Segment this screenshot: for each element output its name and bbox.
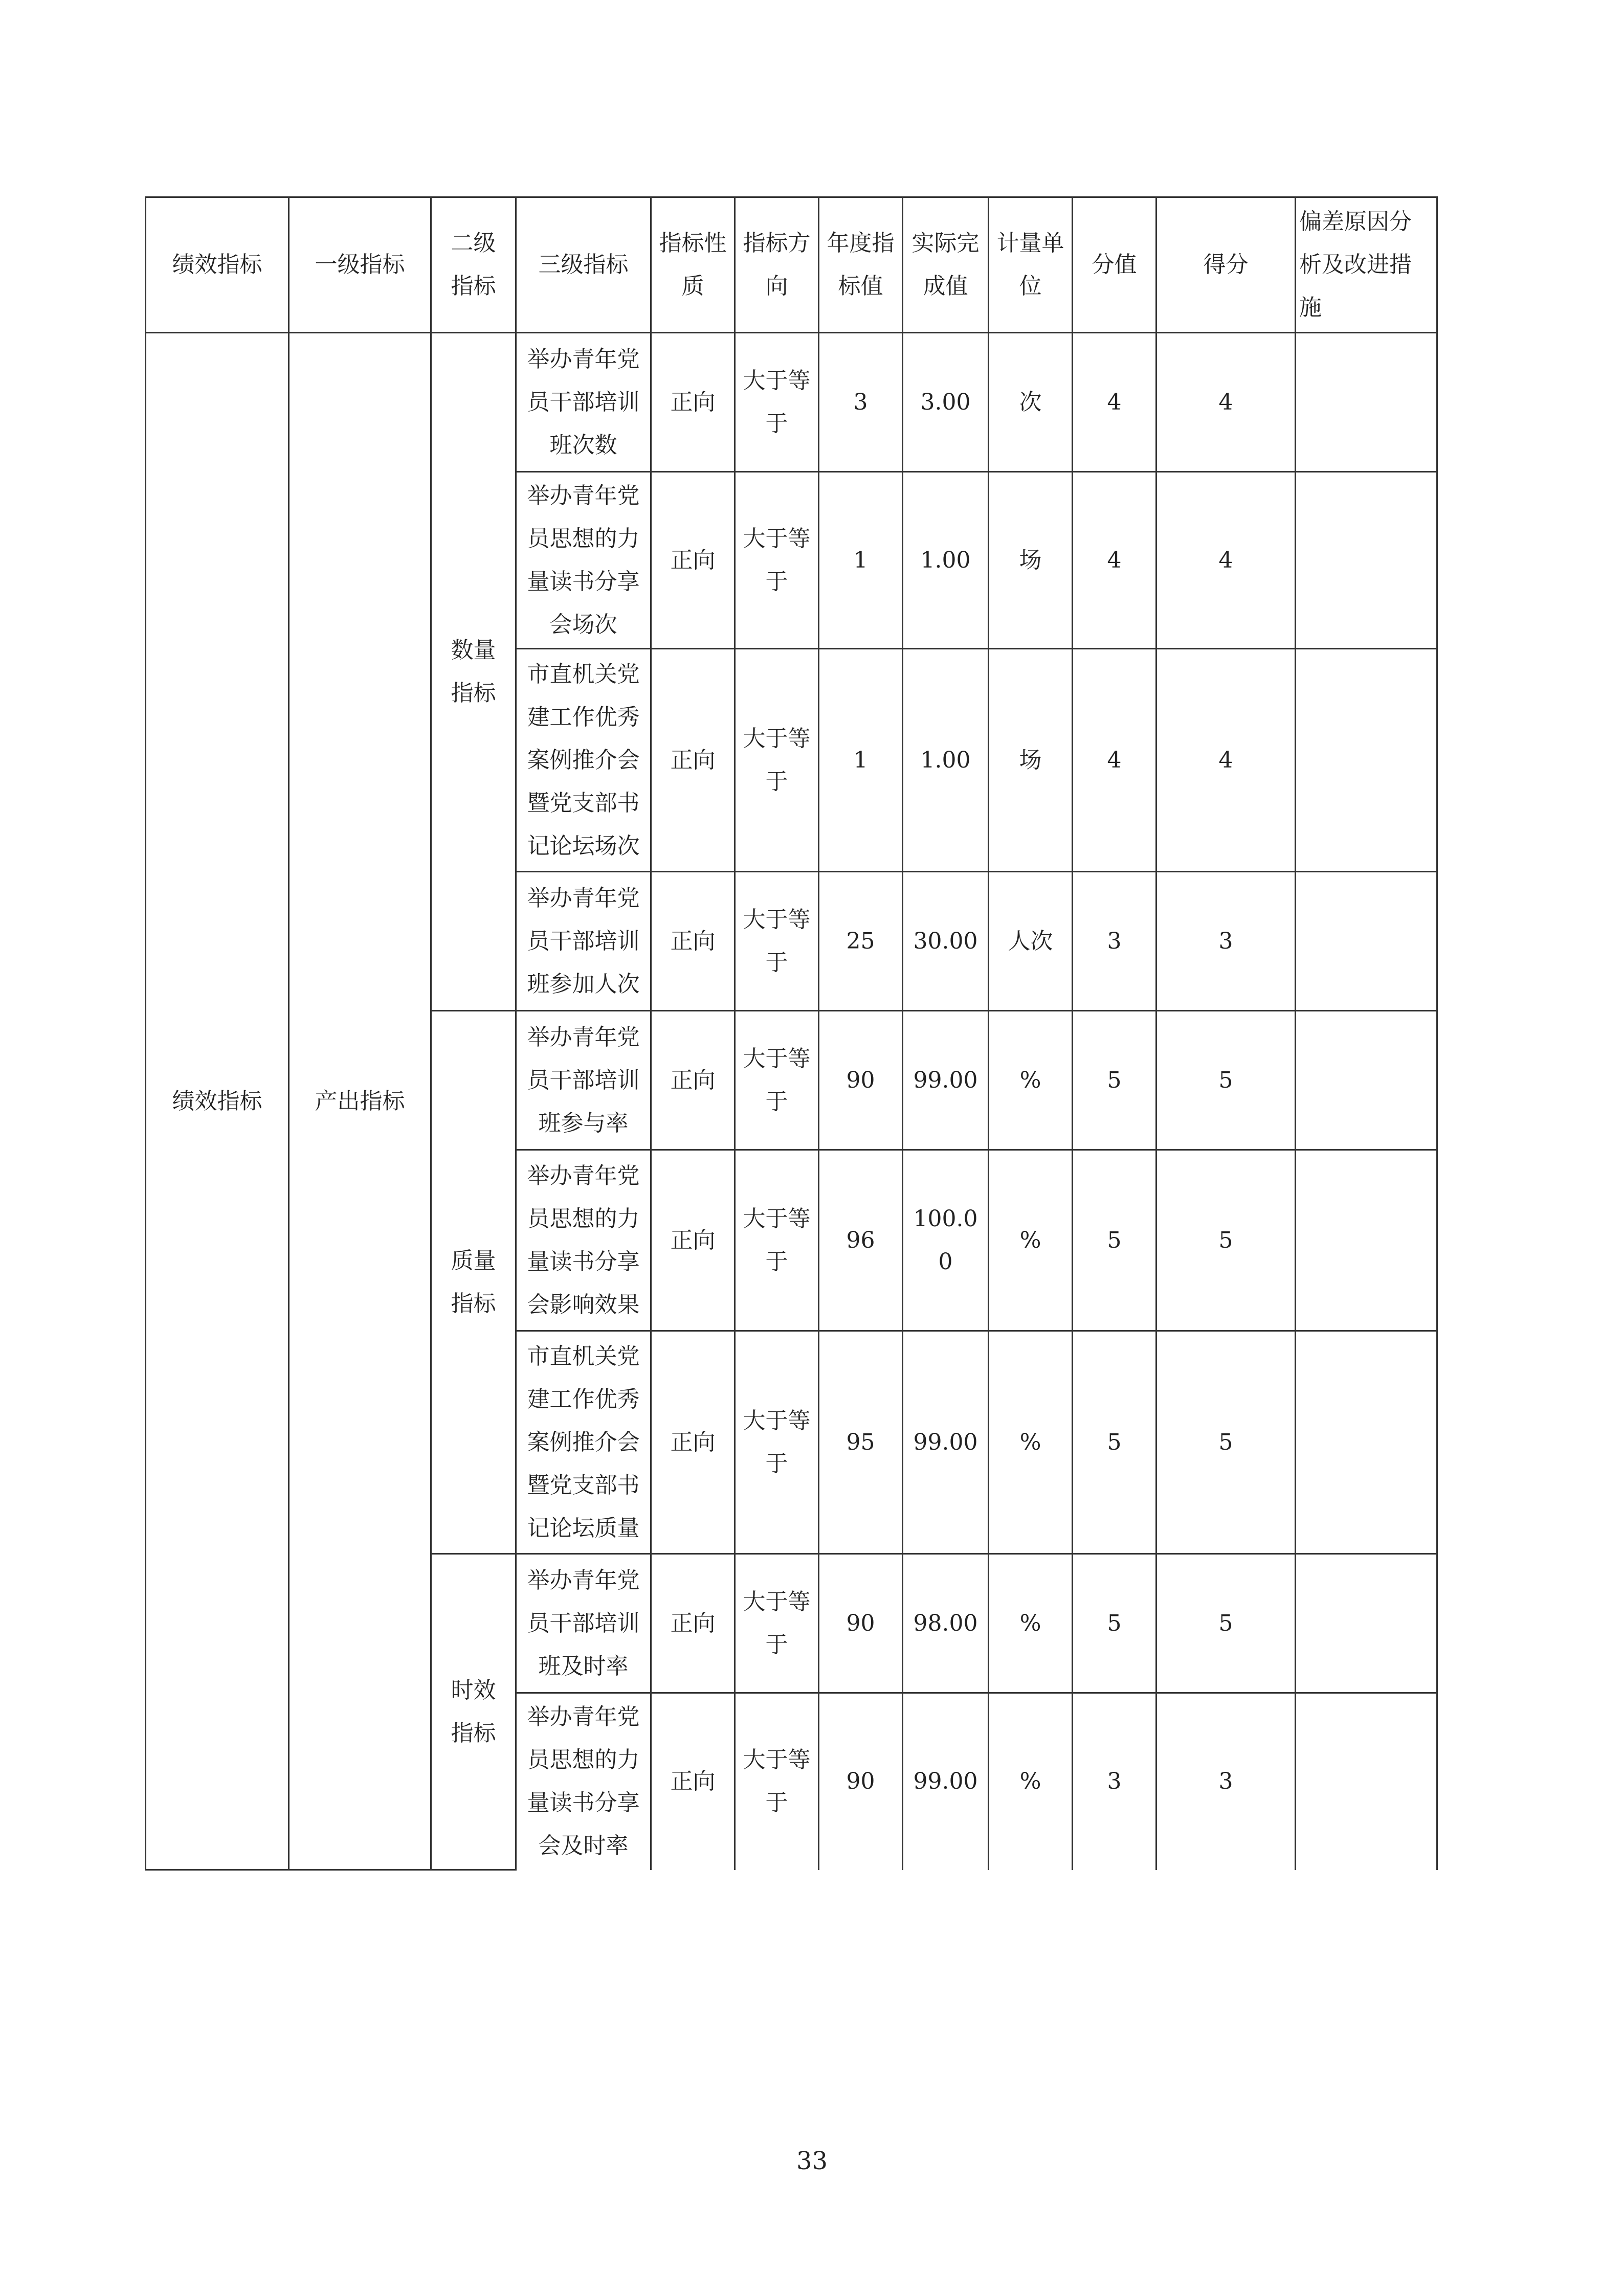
- cell-nature: 正向: [651, 872, 735, 1011]
- cell-score: 5: [1156, 1331, 1296, 1554]
- cell-level3: 举办青年党员思想的力量读书分享会场次: [516, 472, 651, 649]
- cell-score: 4: [1156, 649, 1296, 872]
- cell-score-value: 3: [1073, 1693, 1156, 1870]
- cell-target: 90: [819, 1693, 903, 1870]
- cell-nature: 正向: [651, 472, 735, 649]
- header-level1: 一级指标: [289, 197, 431, 333]
- header-level3: 三级指标: [516, 197, 651, 333]
- cell-direction: 大于等于: [735, 1331, 819, 1554]
- cell-target: 90: [819, 1554, 903, 1693]
- cell-quantity-group: 数量指标: [431, 333, 516, 1011]
- cell-direction: 大于等于: [735, 472, 819, 649]
- cell-level3: 举办青年党员思想的力量读书分享会及时率: [516, 1693, 651, 1870]
- cell-score-value: 4: [1073, 333, 1156, 472]
- table-row: [146, 333, 1437, 472]
- cell-nature: 正向: [651, 649, 735, 872]
- cell-actual: 99.00: [903, 1331, 989, 1554]
- cell-target: 90: [819, 1011, 903, 1150]
- cell-actual: 1.00: [903, 649, 989, 872]
- cell-actual: 99.00: [903, 1011, 989, 1150]
- cell-remark: [1296, 333, 1437, 472]
- cell-unit: %: [989, 1331, 1073, 1554]
- cell-score-value: 3: [1073, 872, 1156, 1011]
- cell-direction: 大于等于: [735, 1011, 819, 1150]
- cell-direction: 大于等于: [735, 1150, 819, 1331]
- header-score-value: 分值: [1073, 197, 1156, 333]
- cell-target: 1: [819, 472, 903, 649]
- header-level2: 二级指标: [431, 197, 516, 333]
- cell-remark: [1296, 1331, 1437, 1554]
- cell-nature: 正向: [651, 333, 735, 472]
- cell-unit: 次: [989, 333, 1073, 472]
- cell-remark: [1296, 1693, 1437, 1870]
- header-remark: 偏差原因分析及改进措施: [1296, 197, 1437, 333]
- cell-remark: [1296, 872, 1437, 1011]
- cell-nature: 正向: [651, 1331, 735, 1554]
- cell-unit: 场: [989, 472, 1073, 649]
- cell-score: 3: [1156, 872, 1296, 1011]
- cell-actual: 99.00: [903, 1693, 989, 1870]
- cell-level3: 举办青年党员思想的力量读书分享会影响效果: [516, 1150, 651, 1331]
- cell-score-value: 5: [1073, 1331, 1156, 1554]
- page-number: 33: [796, 2147, 828, 2175]
- cell-level3: 举办青年党员干部培训班参与率: [516, 1011, 651, 1150]
- cell-unit: %: [989, 1011, 1073, 1150]
- header-nature: 指标性质: [651, 197, 735, 333]
- cell-level1-group: 产出指标: [289, 333, 431, 1870]
- cell-direction: 大于等于: [735, 333, 819, 472]
- cell-score: 4: [1156, 333, 1296, 472]
- cell-timeliness-group: 时效指标: [431, 1554, 516, 1870]
- cell-actual: 98.00: [903, 1554, 989, 1693]
- cell-direction: 大于等于: [735, 649, 819, 872]
- cell-level3: 市直机关党建工作优秀案例推介会暨党支部书记论坛场次: [516, 649, 651, 872]
- cell-quality-group: 质量指标: [431, 1011, 516, 1554]
- header-target: 年度指标值: [819, 197, 903, 333]
- cell-remark: [1296, 649, 1437, 872]
- cell-score-value: 4: [1073, 472, 1156, 649]
- cell-score: 5: [1156, 1011, 1296, 1150]
- cell-remark: [1296, 1150, 1437, 1331]
- cell-direction: 大于等于: [735, 872, 819, 1011]
- header-direction: 指标方向: [735, 197, 819, 333]
- cell-actual: 100.00: [903, 1150, 989, 1331]
- cell-direction: 大于等于: [735, 1554, 819, 1693]
- cell-perf-group: 绩效指标: [146, 333, 289, 1870]
- cell-score-value: 5: [1073, 1011, 1156, 1150]
- cell-target: 95: [819, 1331, 903, 1554]
- cell-actual: 1.00: [903, 472, 989, 649]
- cell-level3: 举办青年党员干部培训班及时率: [516, 1554, 651, 1693]
- cell-target: 25: [819, 872, 903, 1011]
- cell-remark: [1296, 1554, 1437, 1693]
- cell-unit: 人次: [989, 872, 1073, 1011]
- cell-actual: 3.00: [903, 333, 989, 472]
- cell-level3: 举办青年党员干部培训班次数: [516, 333, 651, 472]
- header-unit: 计量单位: [989, 197, 1073, 333]
- cell-unit: %: [989, 1150, 1073, 1331]
- cell-remark: [1296, 472, 1437, 649]
- cell-direction: 大于等于: [735, 1693, 819, 1870]
- cell-remark: [1296, 1011, 1437, 1150]
- cell-score-value: 4: [1073, 649, 1156, 872]
- cell-target: 1: [819, 649, 903, 872]
- cell-unit: %: [989, 1693, 1073, 1870]
- cell-nature: 正向: [651, 1693, 735, 1870]
- cell-nature: 正向: [651, 1554, 735, 1693]
- cell-nature: 正向: [651, 1011, 735, 1150]
- cell-unit: 场: [989, 649, 1073, 872]
- header-perf: 绩效指标: [146, 197, 289, 333]
- cell-score: 5: [1156, 1150, 1296, 1331]
- cell-score-value: 5: [1073, 1554, 1156, 1693]
- cell-target: 3: [819, 333, 903, 472]
- cell-score: 3: [1156, 1693, 1296, 1870]
- cell-unit: %: [989, 1554, 1073, 1693]
- cell-level3: 市直机关党建工作优秀案例推介会暨党支部书记论坛质量: [516, 1331, 651, 1554]
- header-actual: 实际完成值: [903, 197, 989, 333]
- table-header-row: [146, 197, 1437, 333]
- cell-score-value: 5: [1073, 1150, 1156, 1331]
- cell-level3: 举办青年党员干部培训班参加人次: [516, 872, 651, 1011]
- cell-target: 96: [819, 1150, 903, 1331]
- cell-actual: 30.00: [903, 872, 989, 1011]
- header-score: 得分: [1156, 197, 1296, 333]
- cell-nature: 正向: [651, 1150, 735, 1331]
- performance-table: [145, 196, 1438, 1871]
- cell-score: 4: [1156, 472, 1296, 649]
- cell-score: 5: [1156, 1554, 1296, 1693]
